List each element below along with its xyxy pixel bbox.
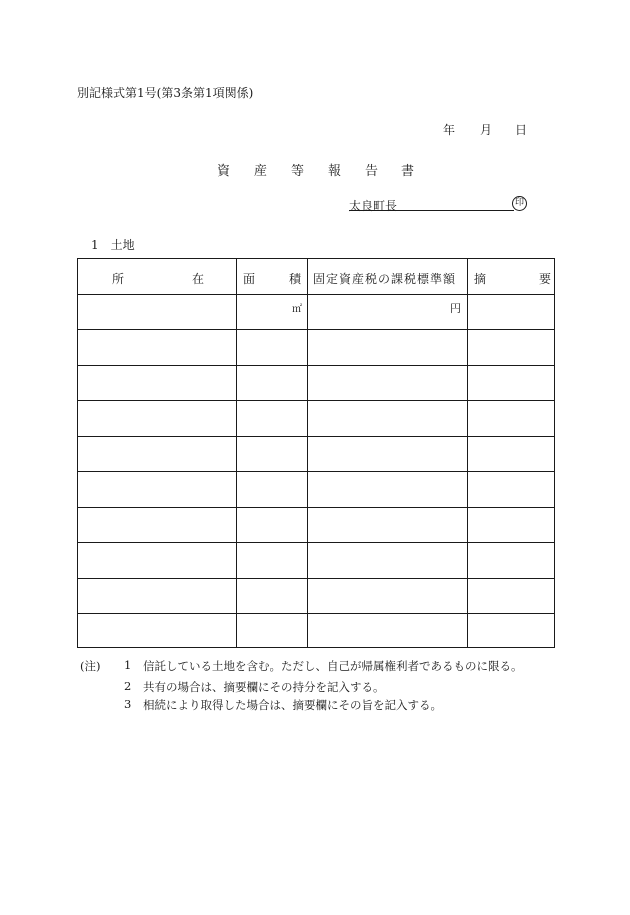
title-char: 産 — [254, 164, 268, 179]
column-divider — [236, 259, 237, 647]
date-month-label: 月 — [480, 123, 493, 137]
note-text: 信託している土地を含む。ただし、自己が帰属権利者であるものに限る。 — [143, 659, 523, 673]
addressee-underline — [349, 210, 514, 211]
note-number: 3 — [124, 697, 132, 711]
section-heading: 1 土地 — [91, 238, 135, 252]
header-area-char: 面 — [243, 272, 256, 286]
header-location-char: 所 — [112, 272, 125, 286]
row-divider — [78, 436, 554, 437]
column-divider — [307, 259, 308, 647]
header-tax-base: 固定資産税の課税標準額 — [313, 272, 457, 286]
column-divider — [467, 259, 468, 647]
row-divider — [78, 294, 554, 295]
seal-mark: 印 — [512, 196, 527, 211]
header-area-char: 積 — [289, 272, 302, 286]
tax-base-unit: 円 — [450, 302, 461, 315]
row-divider — [78, 542, 554, 543]
land-table — [77, 258, 555, 648]
note-text: 共有の場合は、摘要欄にその持分を記入する。 — [143, 680, 385, 694]
header-remarks-char: 要 — [539, 272, 552, 286]
title-char: 等 — [291, 164, 305, 179]
date-year-label: 年 — [443, 123, 456, 137]
row-divider — [78, 578, 554, 579]
header-location-char: 在 — [192, 272, 205, 286]
row-divider — [78, 471, 554, 472]
row-divider — [78, 365, 554, 366]
row-divider — [78, 613, 554, 614]
title-char: 書 — [401, 164, 415, 179]
area-unit: ㎡ — [292, 304, 302, 315]
form-number: 別記様式第1号(第3条第1項関係) — [77, 86, 254, 100]
row-divider — [78, 507, 554, 508]
note-text: 相続により取得した場合は、摘要欄にその旨を記入する。 — [143, 698, 442, 712]
title-char: 資 — [217, 164, 231, 179]
title-char: 告 — [365, 164, 379, 179]
note-number: 1 — [124, 658, 132, 672]
header-remarks-char: 摘 — [474, 272, 487, 286]
note-number: 2 — [124, 679, 132, 693]
row-divider — [78, 329, 554, 330]
notes-label: (注) — [80, 659, 101, 673]
row-divider — [78, 400, 554, 401]
date-day-label: 日 — [515, 123, 528, 137]
title-char: 報 — [328, 164, 342, 179]
addressee: 太良町長 — [349, 199, 398, 213]
